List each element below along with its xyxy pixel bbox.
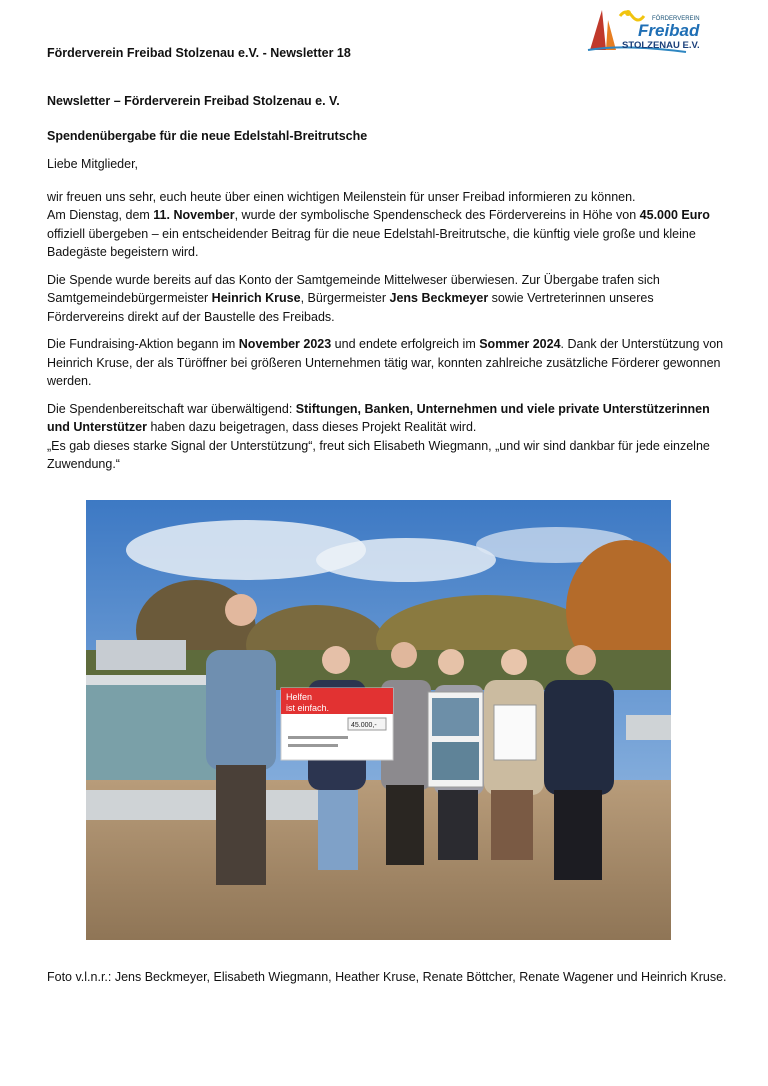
p4-quote: „Es gab dieses starke Signal der Unterstützung“, freut sich Elisabeth Wiegmann, „und wir sind dankbar für jede einzelne Zuwendung.“ (47, 438, 710, 471)
group-photo (86, 500, 671, 940)
p2-bold-name-1: Heinrich Kruse (211, 291, 301, 305)
p2-text-2: , Bürgermeister (300, 291, 390, 305)
svg-text:FÖRDERVEREIN: FÖRDERVEREIN (652, 16, 700, 22)
check-text-2: ist einfach. (286, 703, 330, 713)
check-text-1: Helfen (286, 692, 313, 702)
p3-text-1: Die Fundraising-Aktion begann im (47, 337, 239, 351)
p2-text-3: sowie Vertreterinnen unseres Fördervereins direkt auf der Baustelle des Freibads. (47, 291, 654, 324)
logo-graphic (586, 4, 706, 56)
paragraph-3 (47, 335, 727, 391)
donation-check (281, 688, 393, 760)
photo-caption: Foto v.l.n.r.: Jens Beckmeyer, Elisabeth Wiegmann, Heather Kruse, Renate Böttcher, Renate Wagener und Heinrich Kruse. (47, 970, 727, 984)
p3-bold-end: Sommer 2024 (479, 337, 561, 351)
article-subheading: Spendenübergabe für die neue Edelstahl-Breitrutsche (47, 128, 368, 143)
paragraph-4 (47, 400, 727, 474)
p4-bold-supporters: Stiftungen, Banken, Unternehmen und viele private Unterstützerinnen und Unterstützer (47, 401, 710, 434)
article-body (47, 92, 727, 483)
p4-text-2: haben dazu beigetragen, dass dieses Projekt Realität wird. (147, 420, 477, 434)
p4-text-1: Die Spendenbereitschaft war überwältigend: (47, 401, 296, 416)
photo-illustration (86, 500, 671, 940)
greeting: Liebe Mitglieder, (47, 157, 139, 171)
p3-bold-start: November 2023 (238, 337, 332, 351)
p1-bold-date: 11. November (153, 208, 235, 222)
p3-text-2: und endete erfolgreich im (331, 337, 480, 351)
check-amount: 45.000,- (351, 722, 377, 729)
p1-text-3: offiziell übergeben – ein entscheidender Beitrag für die neue Edelstahl-Breitrutsche, die künftig viele große und kleine Badegäste begeistern wird. (47, 226, 696, 259)
svg-text:STOLZENAU E.V.: STOLZENAU E.V. (622, 40, 700, 51)
p1-bold-amount: 45.000 Euro (639, 208, 710, 222)
p2-text-1: Die Spende wurde bereits auf das Konto der Samtgemeinde Mittelweser überwiesen. Zur Übergabe trafen sich Samtgemeindebürgermeister (47, 272, 660, 305)
newsletter-header-title: Förderverein Freibad Stolzenau e.V. - Newsletter 18 (47, 46, 351, 60)
p2-bold-name-2: Jens Beckmeyer (389, 291, 489, 305)
article-heading: Newsletter – Förderverein Freibad Stolzenau e. V. (47, 94, 340, 108)
p3-text-3: . Dank der Unterstützung von Heinrich Kruse, der als Türöffner bei größeren Unternehmen tätig war, konnten zahlreiche zusätzliche Förderer gewonnen werden. (47, 337, 724, 388)
p1-text-1: Am Dienstag, dem (47, 208, 154, 222)
freibad-logo (586, 4, 706, 56)
svg-text:Freibad: Freibad (638, 21, 700, 40)
p1-line1: wir freuen uns sehr, euch heute über einen wichtigen Meilenstein für unser Freibad informieren zu können. (47, 189, 636, 204)
paragraph-1 (47, 188, 727, 262)
p1-text-2: , wurde der symbolische Spendenscheck des Fördervereins in Höhe von (234, 208, 640, 222)
paragraph-2 (47, 271, 727, 327)
